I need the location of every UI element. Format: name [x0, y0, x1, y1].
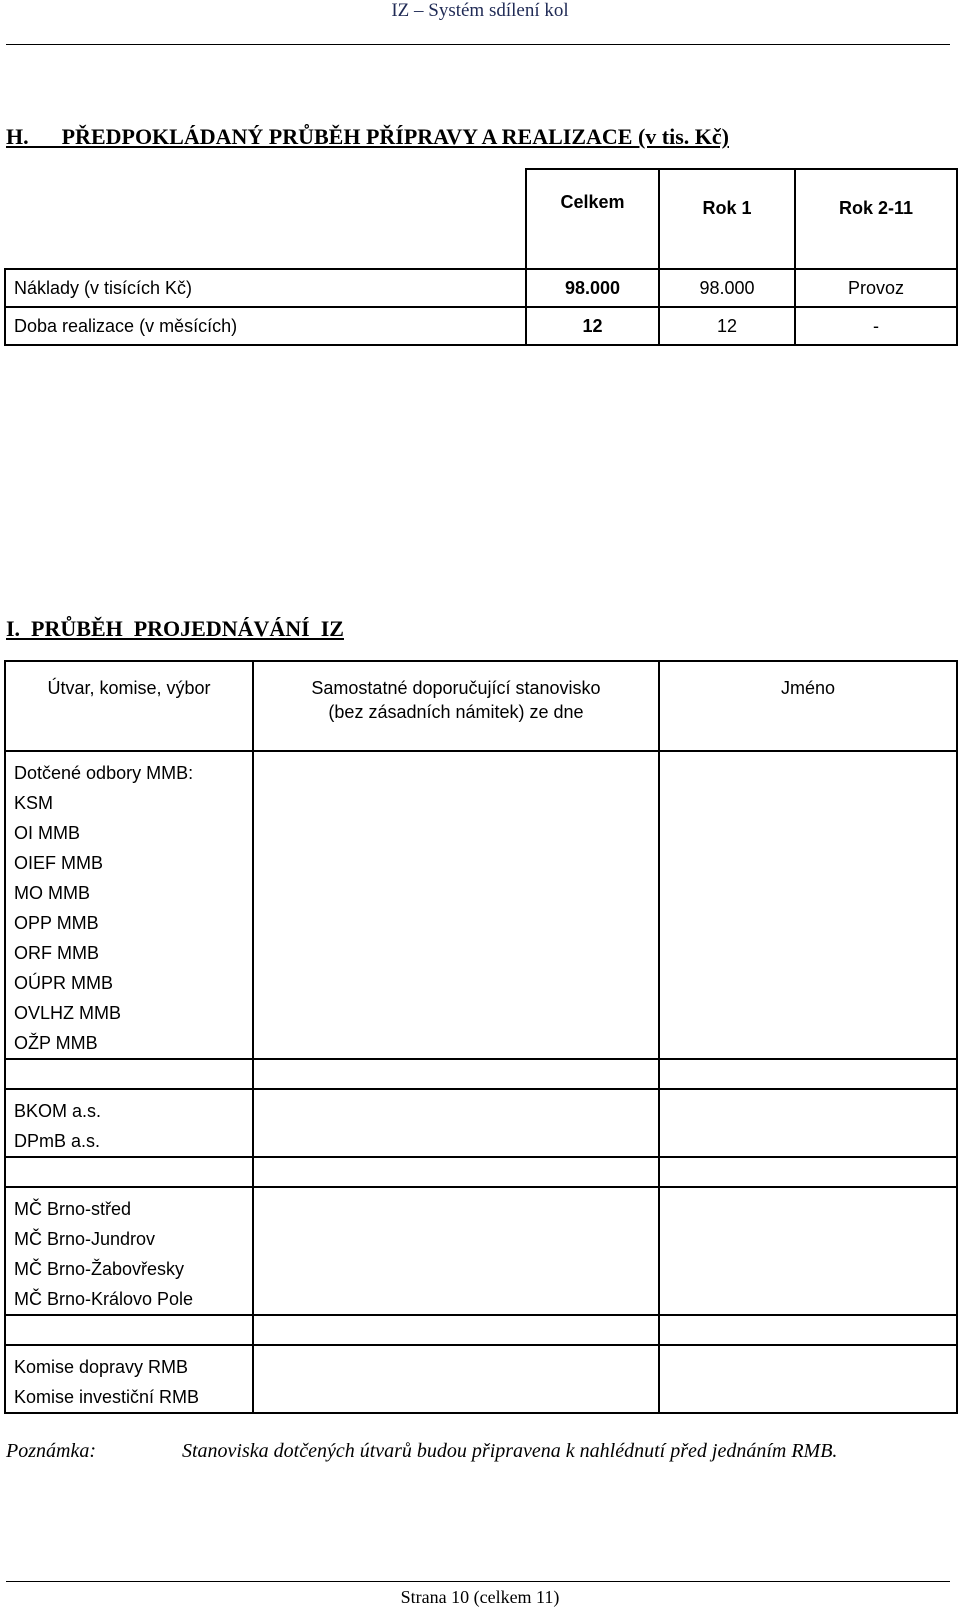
table-row — [5, 269, 957, 307]
list-item: MČ Brno-střed — [14, 1199, 132, 1219]
section-h-title: H. PŘEDPOKLÁDANÝ PRŮBĚH PŘÍPRAVY A REALIZACE (v tis. Kč) — [6, 124, 729, 149]
cell-naklady-celkem: 98.000 — [526, 269, 659, 307]
list-item: Dotčené odbory MMB: — [14, 763, 194, 783]
row-label-naklady: Náklady (v tisících Kč) — [5, 269, 526, 307]
statement-cell — [253, 1089, 659, 1157]
list-item: MČ Brno-Žabovřesky — [14, 1259, 185, 1279]
table-row — [5, 751, 957, 1059]
cost-table-corner — [5, 169, 526, 269]
spacer-row — [5, 1157, 253, 1187]
statement-cell — [253, 1345, 659, 1413]
list-item: ORF MMB — [14, 943, 99, 963]
list-item: OI MMB — [14, 823, 80, 843]
group-departments — [5, 751, 253, 1059]
page-number: Strana 10 (celkem 11) — [400, 1587, 560, 1607]
name-cell — [659, 1315, 957, 1345]
statement-cell — [253, 1315, 659, 1345]
spacer-row — [5, 1059, 253, 1089]
col-header-celkem: Celkem — [526, 169, 659, 269]
col-header-statement — [253, 661, 659, 751]
list-item: OPP MMB — [14, 913, 99, 933]
statement-cell — [253, 1157, 659, 1187]
list-item: MČ Brno-Královo Pole — [14, 1289, 194, 1309]
approval-table — [4, 660, 958, 1414]
cost-table — [4, 168, 958, 346]
group-districts — [5, 1187, 253, 1315]
name-cell — [659, 1059, 957, 1089]
row-label-doba: Doba realizace (v měsících) — [5, 307, 526, 345]
note-text: Stanoviska dotčených útvarů budou připravena k nahlédnutí před jednáním RMB. — [182, 1440, 838, 1462]
statement-cell — [253, 1187, 659, 1315]
statement-cell — [253, 1059, 659, 1089]
col-header-name: Jméno — [659, 661, 957, 751]
note-label: Poznámka: — [6, 1440, 96, 1462]
list-item: OIEF MMB — [14, 853, 103, 873]
col-header-rok1: Rok 1 — [659, 169, 795, 269]
list-item: Komise dopravy RMB — [14, 1357, 189, 1377]
header-divider — [6, 44, 950, 45]
list-item: OVLHZ MMB — [14, 1003, 122, 1023]
list-item: BKOM a.s. — [14, 1101, 102, 1121]
document-header-title: IZ – Systém sdílení kol — [391, 0, 569, 21]
name-cell — [659, 1089, 957, 1157]
footer-divider — [6, 1581, 950, 1582]
statement-header-line-2: (bez zásadních námitek) ze dne — [328, 702, 584, 722]
name-cell — [659, 1157, 957, 1187]
name-cell — [659, 751, 957, 1059]
list-item: MČ Brno-Jundrov — [14, 1229, 156, 1249]
col-header-rok2-11: Rok 2-11 — [795, 169, 957, 269]
section-i-title: I. PRŮBĚH PROJEDNÁVÁNÍ IZ — [6, 616, 344, 641]
col-header-unit: Útvar, komise, výbor — [5, 661, 253, 751]
list-item: DPmB a.s. — [14, 1131, 101, 1151]
list-item: OÚPR MMB — [14, 973, 113, 993]
cell-doba-rok2-11: - — [795, 307, 957, 345]
table-row — [5, 307, 957, 345]
list-item: Komise investiční RMB — [14, 1387, 200, 1407]
name-cell — [659, 1187, 957, 1315]
statement-header-line-1: Samostatné doporučující stanovisko — [311, 678, 601, 698]
cell-doba-rok1: 12 — [659, 307, 795, 345]
list-item: KSM — [14, 793, 54, 813]
statement-cell — [253, 751, 659, 1059]
spacer-row — [5, 1315, 253, 1345]
cell-naklady-rok1: 98.000 — [659, 269, 795, 307]
table-row — [5, 1187, 957, 1315]
list-item: OŽP MMB — [14, 1033, 98, 1053]
table-row — [5, 1345, 957, 1413]
cell-naklady-rok2-11: Provoz — [795, 269, 957, 307]
cell-doba-celkem: 12 — [526, 307, 659, 345]
name-cell — [659, 1345, 957, 1413]
table-row — [5, 1089, 957, 1157]
group-committees — [5, 1345, 253, 1413]
group-companies — [5, 1089, 253, 1157]
list-item: MO MMB — [14, 883, 90, 903]
